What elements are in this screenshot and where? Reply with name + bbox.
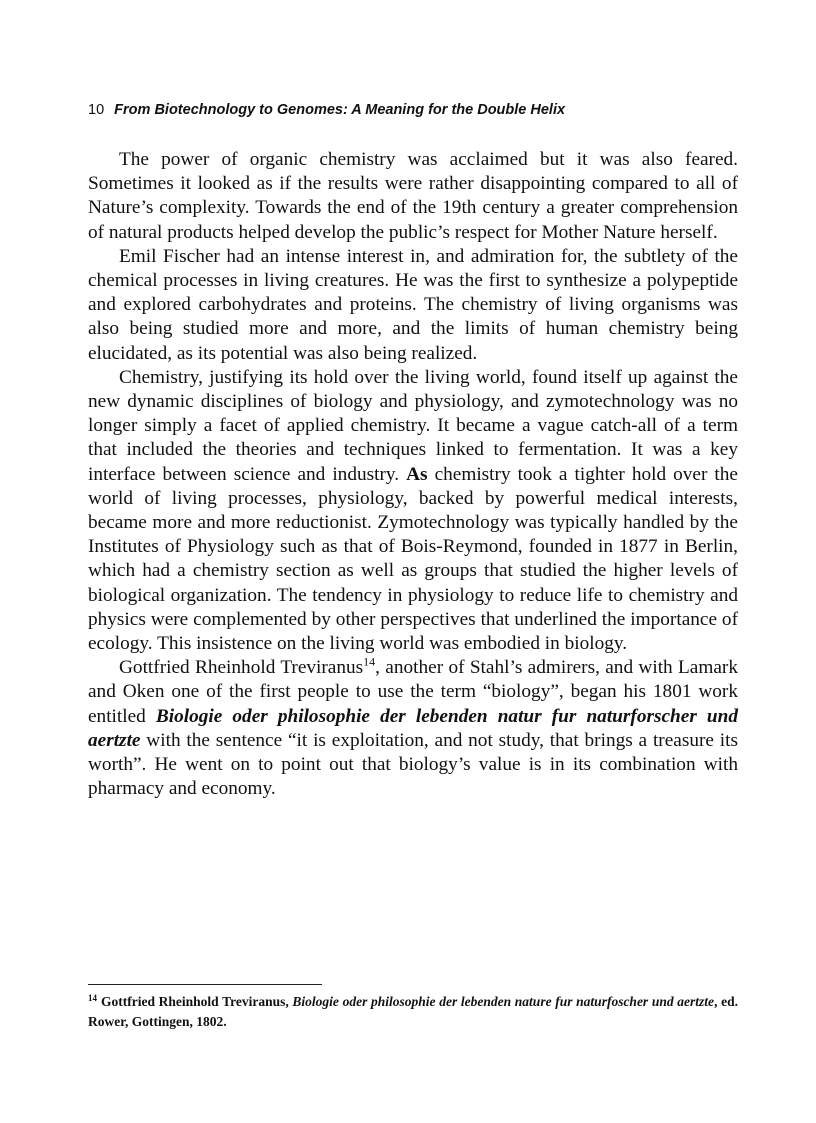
footnote-author: Gottfried Rheinhold Treviranus, bbox=[101, 994, 293, 1009]
paragraph-text: with the sentence “it is exploitation, and not study, that brings a treasure its worth”. He went on to point out that biology’s value is in its combination with pharmacy and economy. bbox=[88, 729, 738, 800]
book-title: From Biotechnology to Genomes: A Meaning for the Double Helix bbox=[114, 102, 566, 118]
paragraph-text: , another of Stahl’s admirers, and with Lamark and Oken one of the first people to use the term “biology”, began his 1801 work entitled bbox=[88, 657, 738, 727]
footnote-details: , ed. Rower, Gottingen, 1802. bbox=[88, 994, 738, 1029]
body-text bbox=[88, 148, 738, 801]
paragraph-text: Gottfried Rheinhold Treviranus bbox=[119, 657, 364, 679]
paragraph: Emil Fischer had an intense interest in, and admiration for, the subtlety of the chemical processes in living creatures. He was the first to synthesize a polypeptide and explored carbohydrates and proteins. The chemistry of living organisms was also being studied more and more, and the limits of human chemistry being elucidated, as its potential was also being realized. bbox=[88, 245, 738, 364]
running-header bbox=[88, 102, 565, 118]
footnote-title: Biologie oder philosophie der lebenden nature fur naturfoscher und aertzte bbox=[292, 994, 715, 1009]
work-title: Biologie oder philosophie der lebenden natur fur naturforscher und aertzte bbox=[88, 705, 738, 751]
footnote bbox=[88, 992, 738, 1032]
page-number: 10 bbox=[88, 102, 105, 118]
footnote-divider bbox=[88, 984, 322, 985]
paragraph: The power of organic chemistry was acclaimed but it was also feared. Sometimes it looked as if the results were rather disappointing compared to all of Nature’s complexity. Towards the end of the 19th century a greater comprehension of natural products helped develop the public’s respect for Mother Nature herself. bbox=[88, 149, 738, 243]
paragraph bbox=[88, 366, 738, 656]
footnote-reference[interactable]: 14 bbox=[363, 654, 376, 669]
paragraph-text: chemistry took a tighter hold over the world of living processes, physiology, backed by powerful medical interests, became more and more reductionist. Zymotechnology was typically handled by the Institutes of Physiology such as that of Bois-Reymond, founded in 1877 in Berlin, which had a chemistry section as well as groups that studied the higher levels of biological organization. The tendency in physiology to reduce life to chemistry and physics were complemented by other perspectives that underlined the importance of ecology. This insistence on the living world was embodied in biology. bbox=[88, 463, 738, 655]
bold-word: As bbox=[406, 463, 428, 485]
footnote-number: 14 bbox=[88, 992, 97, 1003]
paragraph bbox=[88, 656, 738, 801]
paragraph-text: Chemistry, justifying its hold over the living world, found itself up against the new dynamic disciplines of biology and physiology, and zymotechnology was no longer simply a facet of applied chemistry. It became a vague catch-all of a term that included the theories and techniques linked to fermentation. It was a key interface between science and industry. bbox=[88, 366, 738, 485]
